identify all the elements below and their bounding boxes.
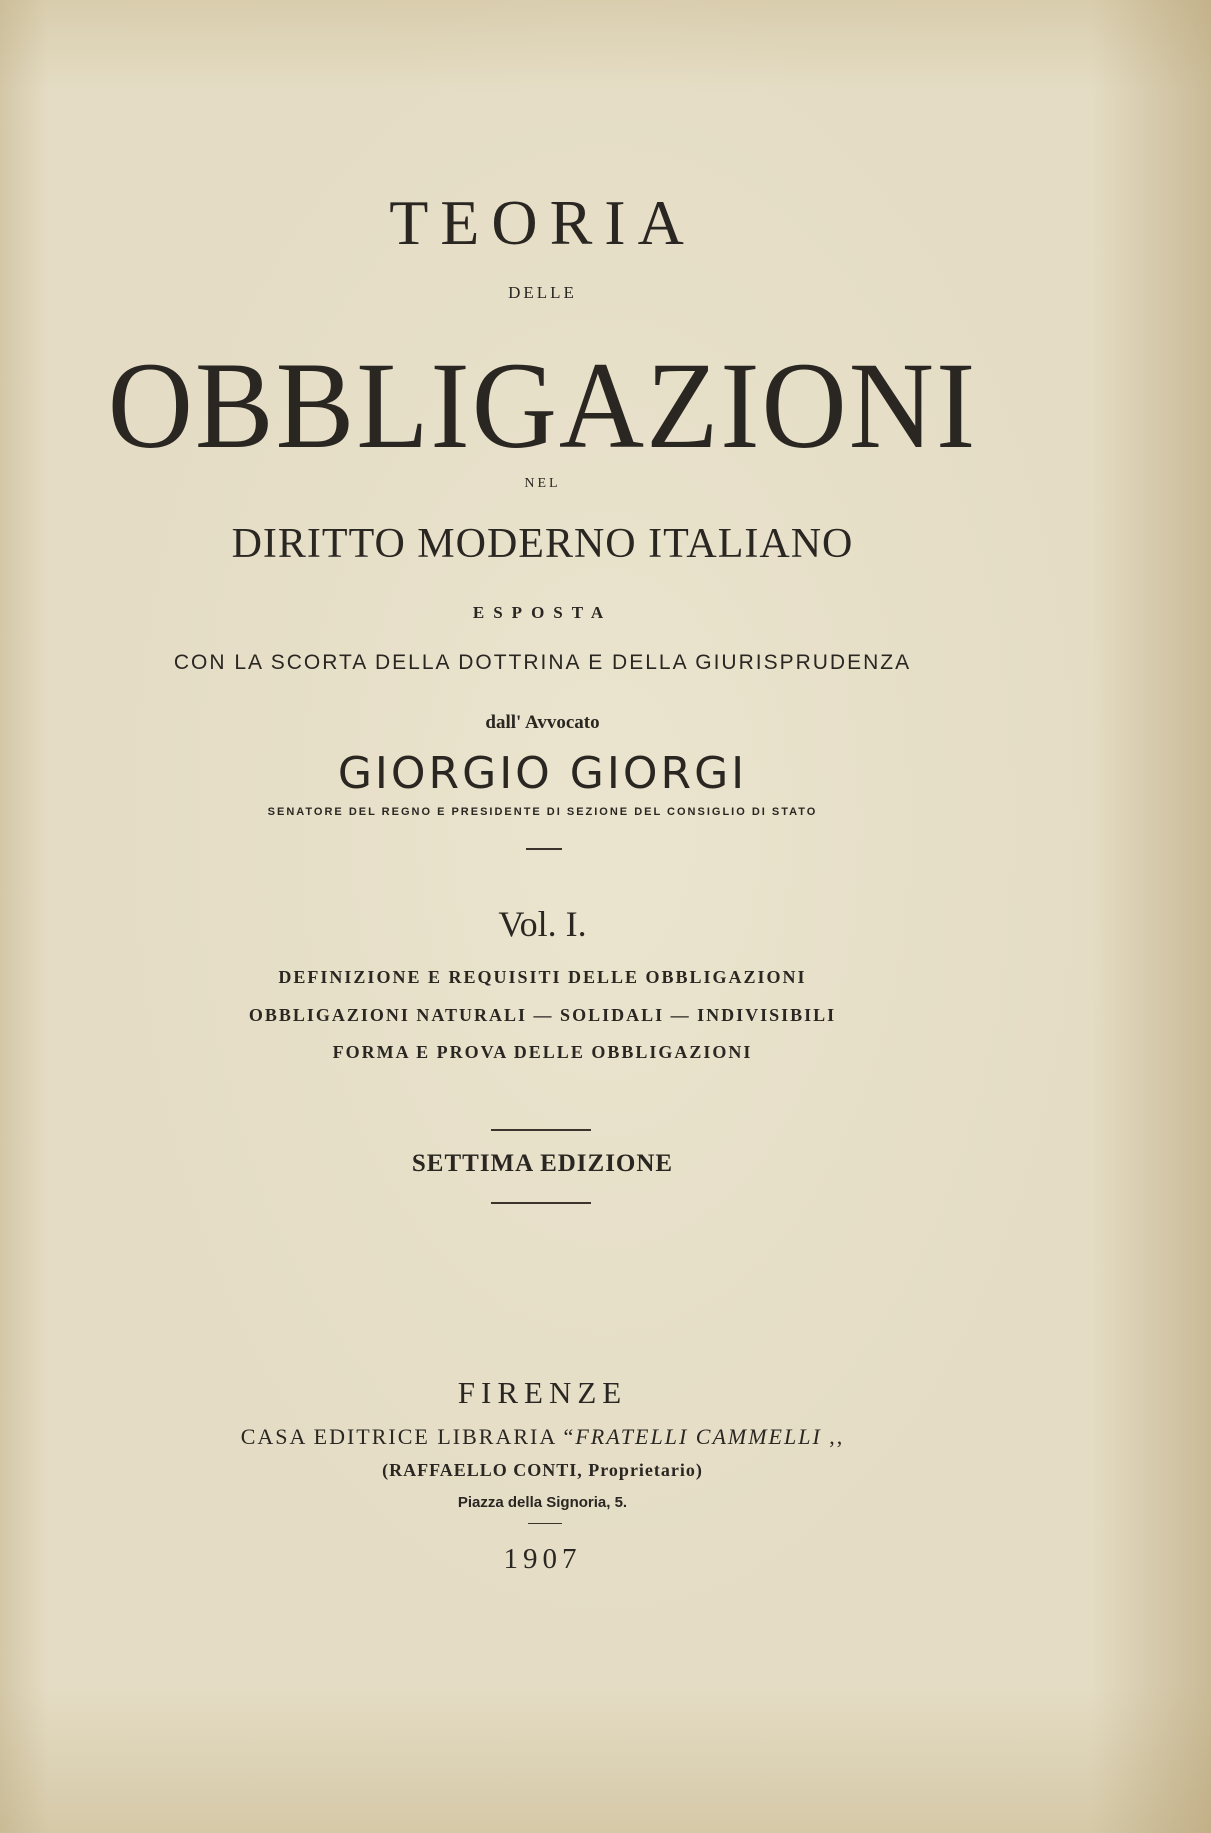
imprint-address: Piazza della Signoria, 5. bbox=[457, 1494, 628, 1511]
publisher-prefix: CASA EDITRICE LIBRARIA “ bbox=[240, 1424, 576, 1449]
imprint-city: FIRENZE bbox=[457, 1375, 628, 1410]
year-rule bbox=[528, 1523, 562, 1524]
divider-rule bbox=[526, 848, 562, 850]
author-title: SENATORE DEL REGNO E PRESIDENTE DI SEZIONE DEL CONSIGLIO DI STATO bbox=[267, 806, 818, 818]
edition-rule-top bbox=[491, 1129, 591, 1131]
publisher-name: FRATELLI CAMMELLI bbox=[575, 1424, 822, 1449]
title-obbligazioni: OBBLIGAZIONI bbox=[107, 336, 978, 475]
volume-label: Vol. I. bbox=[498, 904, 587, 944]
author-name: GIORGIO GIORGI bbox=[337, 748, 748, 799]
subtitle-esposta: ESPOSTA bbox=[472, 603, 613, 622]
title-delle: DELLE bbox=[508, 283, 577, 302]
volume-contents-line-2: OBBLIGAZIONI NATURALI — SOLIDALI — INDIVISIBILI bbox=[248, 1005, 837, 1025]
subtitle-scorta: CON LA SCORTA DELLA DOTTRINA E DELLA GIURISPRUDENZA bbox=[173, 651, 912, 674]
imprint-proprietor: (RAFFAELLO CONTI, Proprietario) bbox=[382, 1460, 703, 1480]
edition-label: SETTIMA EDIZIONE bbox=[411, 1150, 674, 1177]
title-diritto-moderno-italiano: DIRITTO MODERNO ITALIANO bbox=[231, 521, 854, 567]
imprint-year: 1907 bbox=[503, 1543, 582, 1575]
title-teoria: TEORIA bbox=[389, 187, 696, 258]
edition-rule-bottom bbox=[491, 1202, 591, 1204]
author-prefix: dall' Avvocato bbox=[485, 712, 600, 733]
imprint-publisher bbox=[0, 1424, 1085, 1450]
publisher-suffix: ,, bbox=[821, 1424, 845, 1449]
volume-contents-line-3: FORMA E PROVA DELLE OBBLIGAZIONI bbox=[332, 1042, 753, 1062]
volume-contents-line-1: DEFINIZIONE E REQUISITI DELLE OBBLIGAZIONI bbox=[278, 967, 807, 987]
title-nel: NEL bbox=[524, 476, 561, 491]
